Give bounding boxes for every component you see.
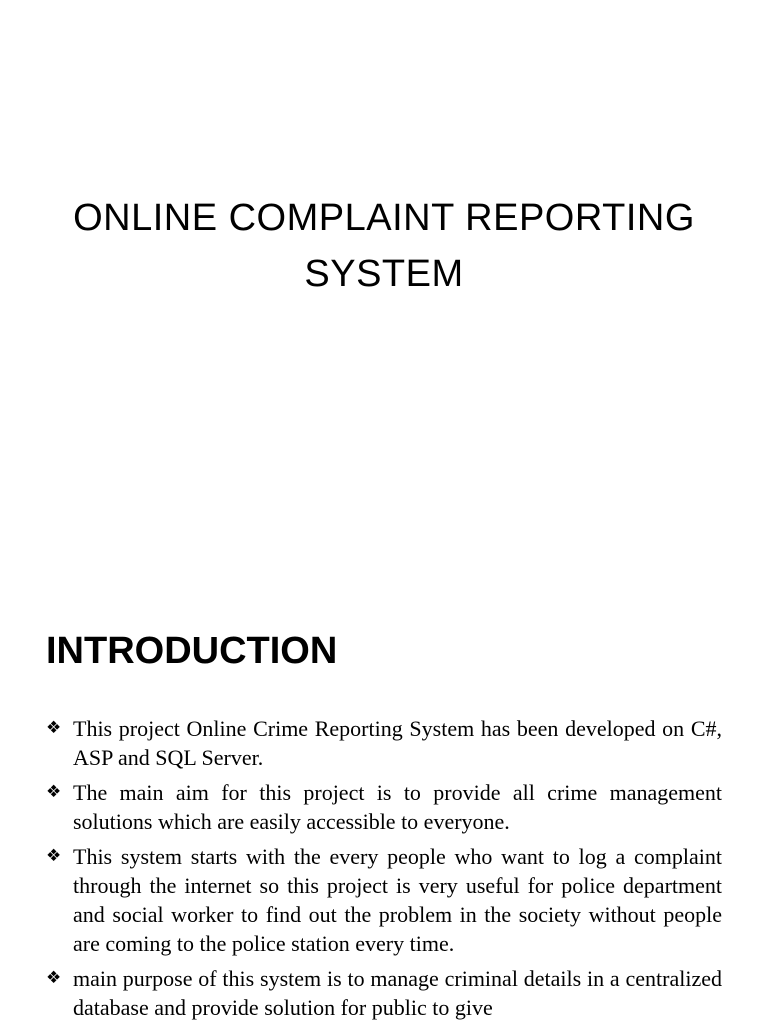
bullet-text: This project Online Crime Reporting System has been developed on C#, ASP and SQL Server.: [73, 716, 722, 770]
diamond-bullet-icon: ❖: [46, 968, 62, 988]
bullet-text: The main aim for this project is to provide all crime management solutions which are easily accessible to everyone.: [73, 780, 722, 834]
bullet-list: [46, 714, 722, 1028]
diamond-bullet-icon: ❖: [46, 718, 62, 738]
bullet-text: This system starts with the every people who want to log a complaint through the internet so this project is very useful for police department and social worker to find out the problem in the society without people are coming to the police station every time.: [73, 844, 722, 956]
diamond-bullet-icon: ❖: [46, 846, 62, 866]
section-heading: INTRODUCTION: [46, 630, 338, 672]
title-line-2: SYSTEM: [304, 253, 464, 295]
document-title: [0, 190, 768, 302]
bullet-item: [46, 778, 722, 836]
diamond-bullet-icon: ❖: [46, 782, 62, 802]
bullet-text: main purpose of this system is to manage criminal details in a centralized database and provide solution for public to give: [73, 966, 722, 1020]
title-line-1: ONLINE COMPLAINT REPORTING: [73, 197, 695, 239]
bullet-item: [46, 714, 722, 772]
bullet-item: [46, 964, 722, 1022]
bullet-item: [46, 842, 722, 958]
